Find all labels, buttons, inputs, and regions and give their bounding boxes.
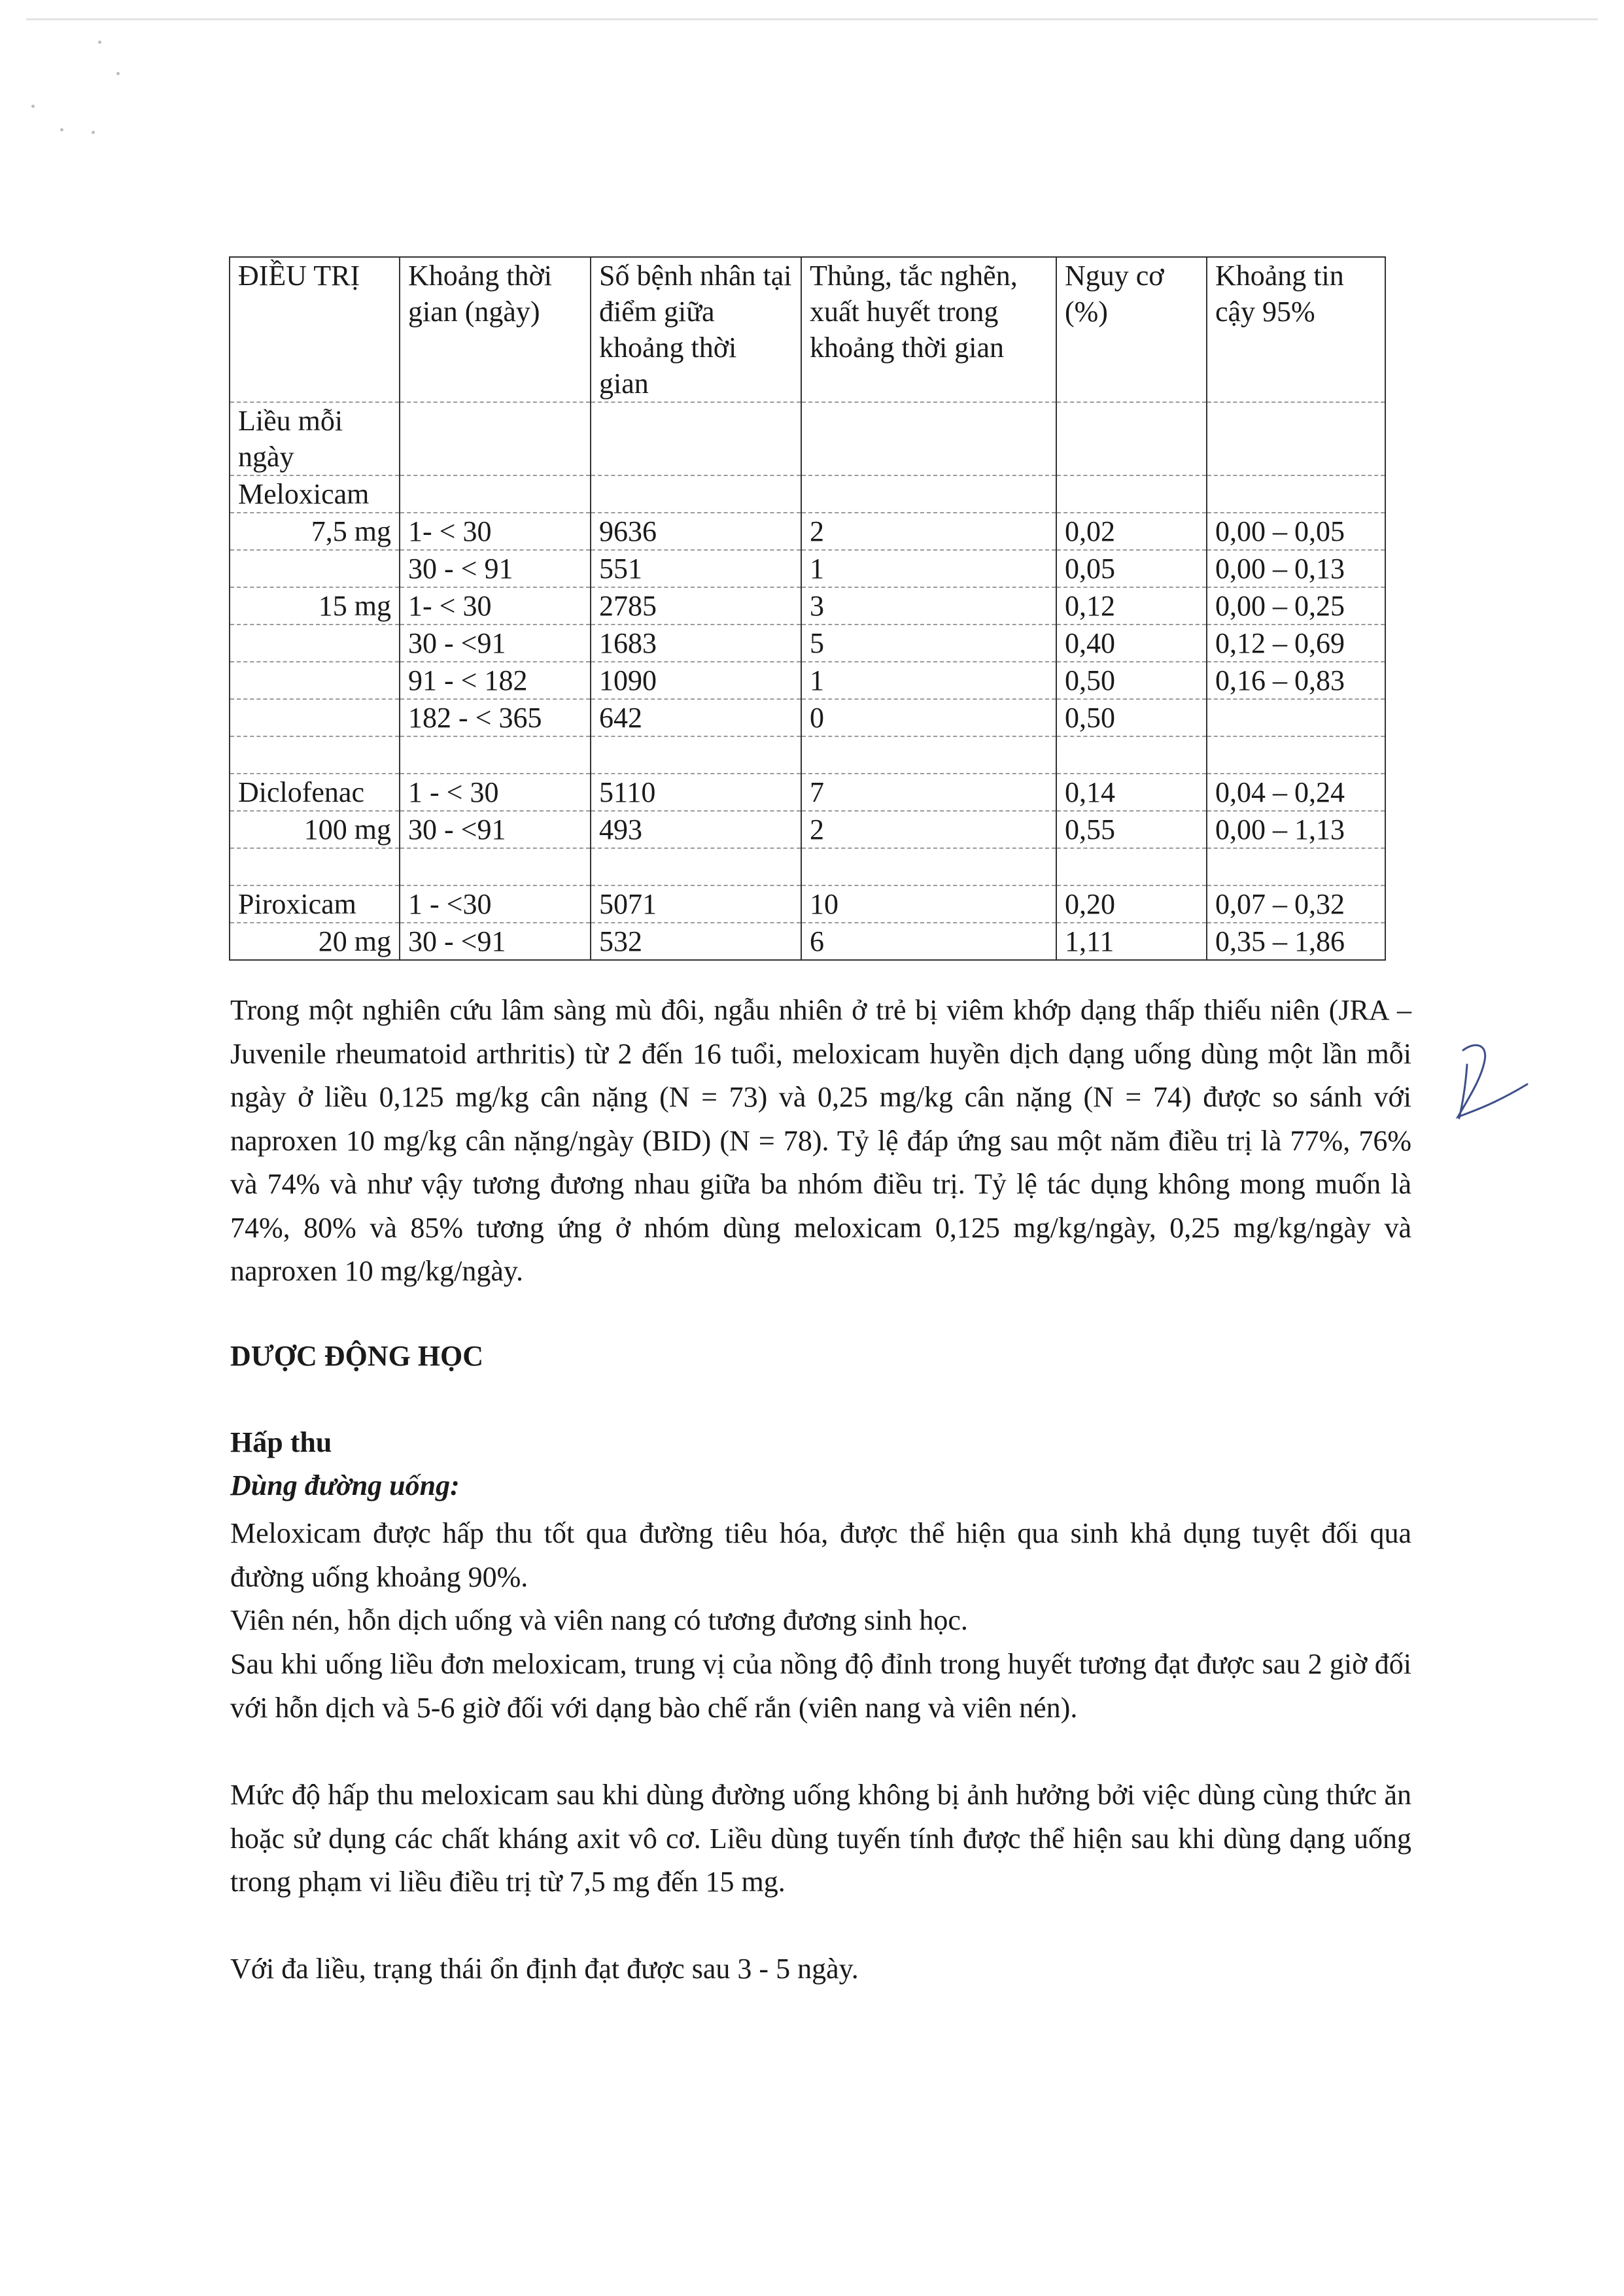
risk-cell: 0,12 <box>1056 587 1207 625</box>
gi-risk-table <box>229 256 1386 961</box>
absorption-paragraph-5: Với đa liều, trạng thái ổn định đạt được sau 3 - 5 ngày. <box>230 1953 859 1985</box>
risk-cell: 0,50 <box>1056 699 1207 736</box>
table-row <box>230 662 1385 699</box>
scan-speck <box>98 41 101 44</box>
interval-cell: 1- < 30 <box>400 513 591 550</box>
ci-cell: 0,16 – 0,83 <box>1207 662 1385 699</box>
absorption-paragraph-1: Meloxicam được hấp thu tốt qua đường tiêu hóa, được thể hiện qua sinh khả dụng tuyệt đối qua đường uống khoảng 90%. <box>230 1517 1411 1593</box>
risk-cell: 0,40 <box>1056 625 1207 662</box>
events-cell: 0 <box>801 699 1056 736</box>
interval-cell: 30 - < 91 <box>400 550 591 587</box>
table-row <box>230 774 1385 811</box>
patients-cell: 493 <box>591 811 801 848</box>
interval-cell: 1- < 30 <box>400 587 591 625</box>
header-treatment: ĐIỀU TRỊ <box>230 257 400 402</box>
patients-cell: 532 <box>591 923 801 960</box>
dose-cell: 15 mg <box>230 587 400 625</box>
events-cell: 7 <box>801 774 1056 811</box>
absorption-paragraph-2: Viên nén, hỗn dịch uống và viên nang có tương đương sinh học. <box>230 1604 968 1636</box>
absorption-paragraph-3: Sau khi uống liều đơn meloxicam, trung vị của nồng độ đỉnh trong huyết tương đạt được sau 2 giờ đối với hỗn dịch và 5-6 giờ đối với dạng bào chế rắn (viên nang và viên nén). <box>230 1648 1411 1724</box>
table-spacer-row <box>230 736 1385 774</box>
risk-cell: 1,11 <box>1056 923 1207 960</box>
patients-cell: 5071 <box>591 885 801 923</box>
events-cell: 3 <box>801 587 1056 625</box>
section-heading-pharmacokinetics: DƯỢC ĐỘNG HỌC <box>230 1340 484 1372</box>
drug-name: Diclofenac <box>230 774 400 811</box>
ci-cell <box>1207 699 1385 736</box>
events-cell: 6 <box>801 923 1056 960</box>
page-top-rule <box>26 18 1598 20</box>
drug-name: Meloxicam <box>230 475 400 513</box>
events-cell: 1 <box>801 662 1056 699</box>
patients-cell: 2785 <box>591 587 801 625</box>
table-row <box>230 550 1385 587</box>
interval-cell: 30 - <91 <box>400 923 591 960</box>
scan-speck <box>92 131 95 134</box>
ci-cell: 0,00 – 1,13 <box>1207 811 1385 848</box>
risk-cell: 0,20 <box>1056 885 1207 923</box>
interval-cell: 30 - <91 <box>400 811 591 848</box>
header-ci: Khoảng tin cậy 95% <box>1207 257 1385 402</box>
interval-cell: 1 - <30 <box>400 885 591 923</box>
dose-cell: 100 mg <box>230 811 400 848</box>
ci-cell: 0,07 – 0,32 <box>1207 885 1385 923</box>
dose-cell: 7,5 mg <box>230 513 400 550</box>
patients-cell: 1090 <box>591 662 801 699</box>
subheader-daily-dose: Liều mỗi ngày <box>230 402 400 475</box>
handwritten-initial <box>1449 1038 1547 1130</box>
patients-cell: 551 <box>591 550 801 587</box>
header-interval: Khoảng thời gian (ngày) <box>400 257 591 402</box>
table-subheader-row <box>230 402 1385 475</box>
dose-cell <box>230 662 400 699</box>
events-cell: 2 <box>801 811 1056 848</box>
patients-cell: 9636 <box>591 513 801 550</box>
header-patients: Số bệnh nhân tại điểm giữa khoảng thời gian <box>591 257 801 402</box>
risk-cell: 0,02 <box>1056 513 1207 550</box>
ci-cell: 0,00 – 0,05 <box>1207 513 1385 550</box>
table-row <box>230 811 1385 848</box>
risk-cell: 0,05 <box>1056 550 1207 587</box>
drug-name: Piroxicam <box>230 885 400 923</box>
table-row <box>230 625 1385 662</box>
ci-cell: 0,12 – 0,69 <box>1207 625 1385 662</box>
table-group-row <box>230 475 1385 513</box>
risk-cell: 0,55 <box>1056 811 1207 848</box>
subheading-absorption: Hấp thu <box>230 1426 332 1458</box>
interval-cell: 182 - < 365 <box>400 699 591 736</box>
absorption-paragraph-4: Mức độ hấp thu meloxicam sau khi dùng đường uống không bị ảnh hưởng bởi việc dùng cùng thức ăn hoặc sử dụng các chất kháng axit vô cơ. Liều dùng tuyến tính được thể hiện sau khi dùng dạng uống trong phạm vi liều điều trị từ 7,5 mg đến 15 mg. <box>230 1779 1411 1898</box>
dose-cell <box>230 625 400 662</box>
table-row <box>230 923 1385 960</box>
scan-speck <box>31 105 35 108</box>
patients-cell: 5110 <box>591 774 801 811</box>
table-row <box>230 513 1385 550</box>
subheading-oral-route: Dùng đường uống: <box>230 1469 460 1501</box>
ci-cell: 0,35 – 1,86 <box>1207 923 1385 960</box>
dose-cell <box>230 550 400 587</box>
dose-cell: 20 mg <box>230 923 400 960</box>
ci-cell: 0,00 – 0,13 <box>1207 550 1385 587</box>
events-cell: 10 <box>801 885 1056 923</box>
table-spacer-row <box>230 848 1385 885</box>
patients-cell: 642 <box>591 699 801 736</box>
events-cell: 5 <box>801 625 1056 662</box>
header-risk: Nguy cơ (%) <box>1056 257 1207 402</box>
interval-cell: 1 - < 30 <box>400 774 591 811</box>
header-events: Thủng, tắc nghẽn, xuất huyết trong khoảng thời gian <box>801 257 1056 402</box>
ci-cell: 0,04 – 0,24 <box>1207 774 1385 811</box>
scan-speck <box>60 128 63 131</box>
jra-study-paragraph: Trong một nghiên cứu lâm sàng mù đôi, ngẫu nhiên ở trẻ bị viêm khớp dạng thấp thiếu niên (JRA – Juvenile rheumatoid arthritis) từ 2 đến 16 tuổi, meloxicam huyền dịch dạng uống dùng một lần mỗi ngày ở liều 0,125 mg/kg cân nặng (N = 73) và 0,25 mg/kg cân nặng (N = 74) được so sánh với naproxen 10 mg/kg cân nặng/ngày (BID) (N = 78). Tỷ lệ đáp ứng sau một năm điều trị là 77%, 76% và 74% và như vậy tương đương nhau giữa ba nhóm điều trị. Tỷ lệ tác dụng không mong muốn là 74%, 80% và 85% tương ứng ở nhóm dùng meloxicam 0,125 mg/kg/ngày, 0,25 mg/kg/ngày và naproxen 10 mg/kg/ngày. <box>230 994 1411 1287</box>
scan-speck <box>116 72 120 75</box>
events-cell: 1 <box>801 550 1056 587</box>
table-row <box>230 587 1385 625</box>
risk-cell: 0,50 <box>1056 662 1207 699</box>
table-row <box>230 699 1385 736</box>
interval-cell: 30 - <91 <box>400 625 591 662</box>
table-header-row <box>230 257 1385 402</box>
dose-cell <box>230 699 400 736</box>
table-row <box>230 885 1385 923</box>
events-cell: 2 <box>801 513 1056 550</box>
ci-cell: 0,00 – 0,25 <box>1207 587 1385 625</box>
risk-cell: 0,14 <box>1056 774 1207 811</box>
patients-cell: 1683 <box>591 625 801 662</box>
interval-cell: 91 - < 182 <box>400 662 591 699</box>
